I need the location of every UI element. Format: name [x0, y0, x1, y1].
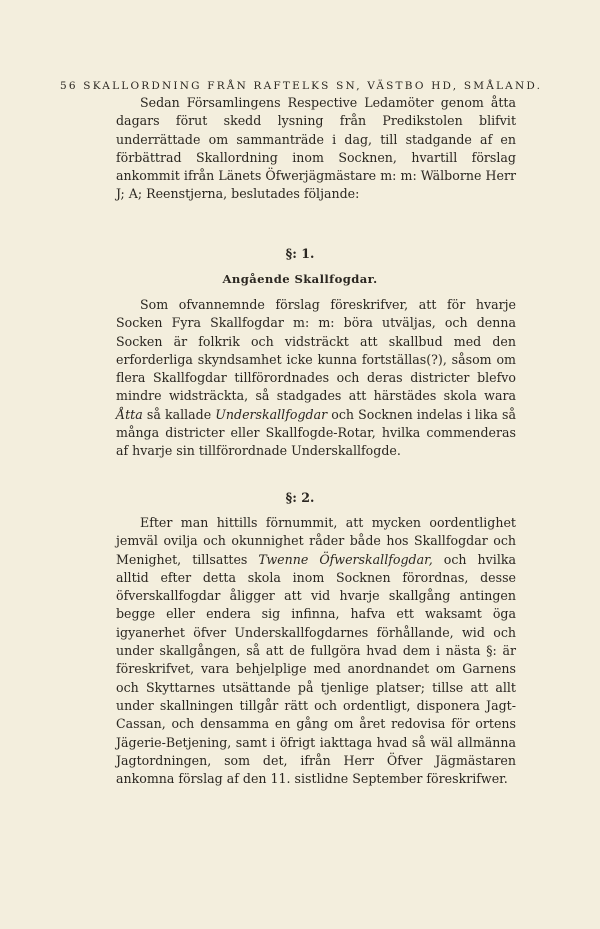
section-2-mark: §: 2. — [285, 490, 315, 505]
section-1-mark: §: 1. — [285, 246, 315, 261]
section-2-text-b: och hvilka alltid efter detta skola inom Socknen förordnas, desse öfverskallfogdar åligger att vid hvarje skallgång antingen begge eller endera sig infinna, hafva ett waksamt öga igyanerhet öfver Underskallfogdarnes förhållande, wid och under skallgången, så att de fullgöra hvad dem i nästa §: är föreskrifvet, vara behjelplige med anordnandet om Garnens och Skyttarnes utsättande på tjenlige platser; tillse att allt under skallningen tillgår rätt och ordentligt, disponera Jagt-Cassan, och densamma en gång om året redovisa för ortens Jägerie-Betjening, samt i öfrigt iakttaga hvad så wäl allmänna Jagtordningen, som det, ifrån Herr Öfver Jägmästaren ankomna förslag af den 11. sistlidne September föreskrifwer. — [116, 551, 516, 787]
section-1-text-b: så kallade — [142, 406, 216, 422]
section-1-italic-2: Underskallfogdar — [215, 406, 328, 422]
section-1-text-c: och Socknen indelas i lika så många districter eller Skallfogde-Rotar, hvilka commenderas af hvarje sin tillförordnade Underskallfogde. — [116, 406, 517, 459]
section-2-italic-1: Twenne Öfwerskallfogdar, — [258, 551, 433, 567]
section-2-text-a: Efter man hittills förnummit, att mycken oordentlighet jemväl ovilja och okunnighet råder både hos Skallfogdar och Menighet, tillsattes — [116, 515, 516, 567]
section-1-text-a: Som ofvannemnde förslag föreskrifver, att för hvarje Socken Fyra Skallfogdar m: m: böra utväljas, och denna Socken är folkrik och vidsträckt att skallbud med den erforderliga skyndsamhet icke kunna fortställas(?), såsom om flera Skallfogdar tillförordnades och deras districter blefvo mindre widsträckta, så stadgades att härstädes skola wara — [116, 297, 516, 404]
section-1-italic-1: Åtta — [116, 406, 143, 422]
section-1-paragraph — [116, 296, 516, 461]
running-header: 56 SKALLORDNING FRÅN RAFTELKS SN, VÄSTBO HD, SMÅLAND. — [60, 80, 543, 92]
section-2-paragraph — [116, 514, 516, 788]
section-1-heading: Angående Skallfogdar. — [222, 272, 378, 286]
intro-paragraph: Sedan Församlingens Respective Ledamöter genom åtta dagars förut skedd lysning från Predikstolen blifvit underrättade om sammanträde i dag, till stadgande af en förbättrad Skallordning inom Socknen, hvartill förslag ankommit ifrån Länets Öfwerjägmästare m: m: Wälborne Herr J; A; Reenstjerna, beslutades följande: — [116, 95, 516, 202]
